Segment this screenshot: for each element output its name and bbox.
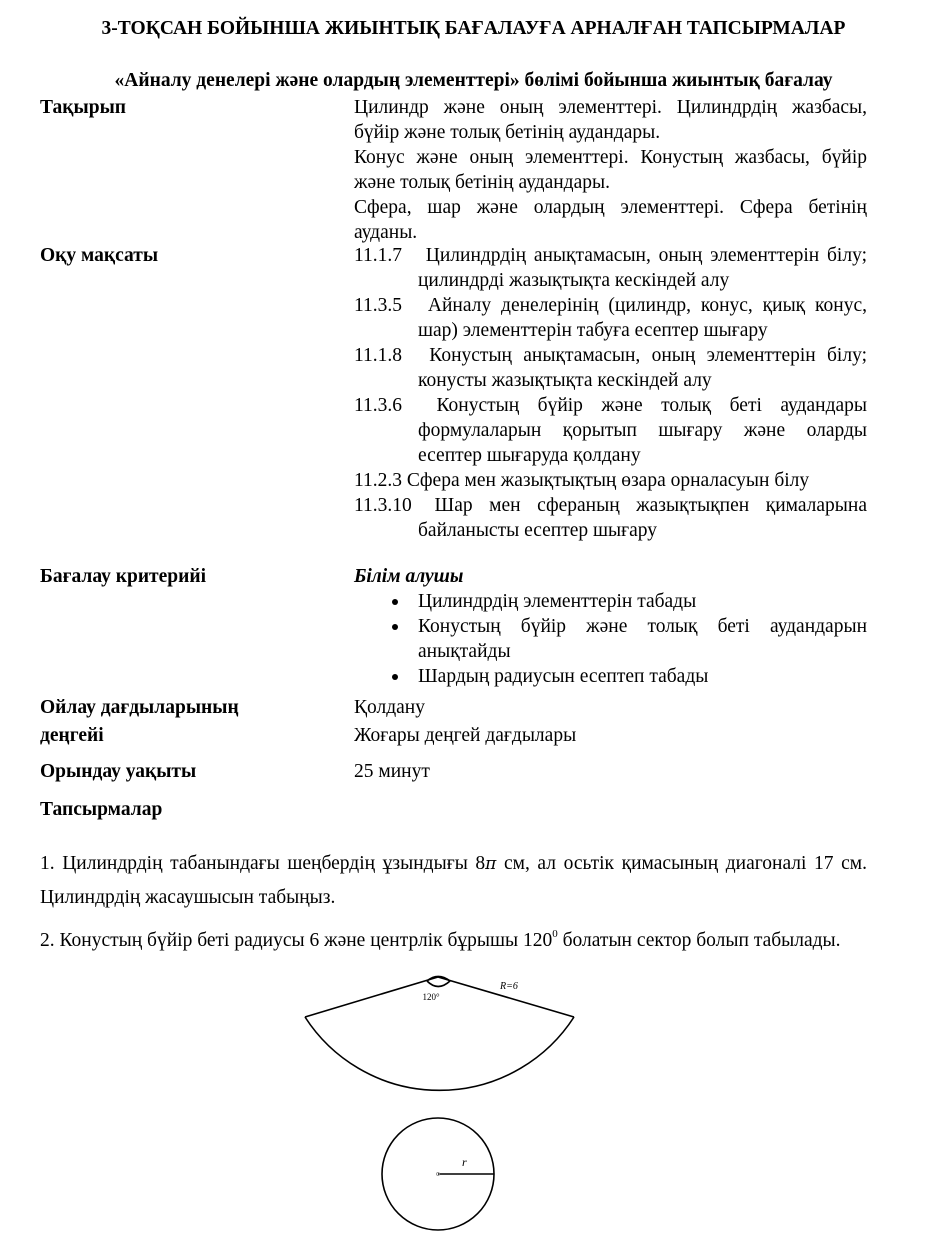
objective-text: Конустың бүйір және толық беті аудандары формулаларын қорытып шығару және оларды есептер шығаруда қолдану [418,395,867,466]
document-title: 3-ТОҚСАН БОЙЫНША ЖИЫНТЫҚ БАҒАЛАУҒА АРНАЛҒАН ТАПСЫРМАЛАР [101,18,846,39]
objective-text: Шар мен сфераның жазықтықпен қималарына байланысты есептер шығару [418,495,867,541]
objective-text: Айналу денелерінің (цилиндр, конус, қиық конус, шар) элементтерін табуға есептер шығару [418,295,867,341]
objective-code: 11.2.3 [354,470,403,491]
objective-item [354,493,867,543]
objectives-label: Оқу мақсаты [40,245,159,266]
objective-code: 11.1.8 [354,345,403,366]
topic-value [354,95,867,245]
task-2 [40,929,867,952]
tasks-label: Тапсырмалар [40,799,163,820]
section-subtitle: «Айналу денелері және олардың элементтері» бөлімі бойынша жиынтық бағалау [114,70,833,91]
task-1-text-cont: см, ал осьтік қимасының диагоналі 17 см. Цилиндрдің жасаушысын табыңыз. [40,853,868,908]
objective-item [354,243,867,293]
objective-text: Цилиндрдің анықтамасын, оның элементтерін білу; цилиндрді жазықтықта кескіндей алу [418,245,867,291]
task-2-text-cont: болатын сектор болып табылады. [557,930,841,951]
objectives-list [354,243,867,543]
topic-paragraph: Сфера, шар және олардың элементтері. Сфера бетінің ауданы. [354,197,867,243]
pi-symbol: π [485,854,497,874]
time-value: 25 минут [354,761,430,782]
task-1 [40,847,867,914]
thinking-label-line1: Ойлау дағдыларының [40,697,239,718]
objective-item [354,343,867,393]
thinking-value-line2: Жоғары деңгей дағдылары [354,725,577,746]
criteria-item: Цилиндрдің элементтерін табады [354,589,867,614]
topic-paragraph: Конус және оның элементтері. Конустың жазбасы, бүйір және толық бетінің аудандары. [354,147,867,193]
objective-code: 11.1.7 [354,245,403,266]
objective-text: Конустың анықтамасын, оның элементтерін білу; конусты жазықтықта кескіндей алу [418,345,867,391]
criteria-item: Конустың бүйір және толық беті аудандарын анықтайды [354,614,867,664]
criteria-block [354,564,867,689]
objective-item [354,293,867,343]
objective-code: 11.3.5 [354,295,403,316]
task-2-text: 2. Конустың бүйір беті радиусы 6 және центрлік бұрышы 120 [40,930,553,951]
criteria-label: Бағалау критерийі [40,566,207,587]
criteria-heading: Білім алушы [354,566,464,587]
objective-item [354,393,867,468]
topic-paragraph: Цилиндр және оның элементтері. Цилиндрдің жазбасы, бүйір және толық бетінің аудандары. [354,97,867,143]
criteria-item: Шардың радиусын есептеп табады [354,664,867,689]
thinking-value-line1: Қолдану [354,697,425,718]
criteria-list [354,589,867,689]
thinking-label-line2: деңгейі [40,725,104,746]
topic-label: Тақырып [40,97,127,118]
angle-label: 120° [422,992,440,1002]
time-label: Орындау уақыты [40,761,197,782]
objective-item [354,468,867,493]
objective-text: Сфера мен жазықтықтың өзара орналасуын білу [406,470,810,491]
base-circle [382,1118,494,1230]
objective-code: 11.3.10 [354,495,412,516]
objective-code: 11.3.6 [354,395,403,416]
circle-radius-label: r [462,1155,467,1169]
degree-superscript: 0 [552,928,558,940]
radius-label: R=6 [500,981,518,992]
cone-net-figure [290,970,590,1240]
task-1-text: 1. Цилиндрдің табанындағы шеңбердің ұзындығы 8 [40,853,486,874]
